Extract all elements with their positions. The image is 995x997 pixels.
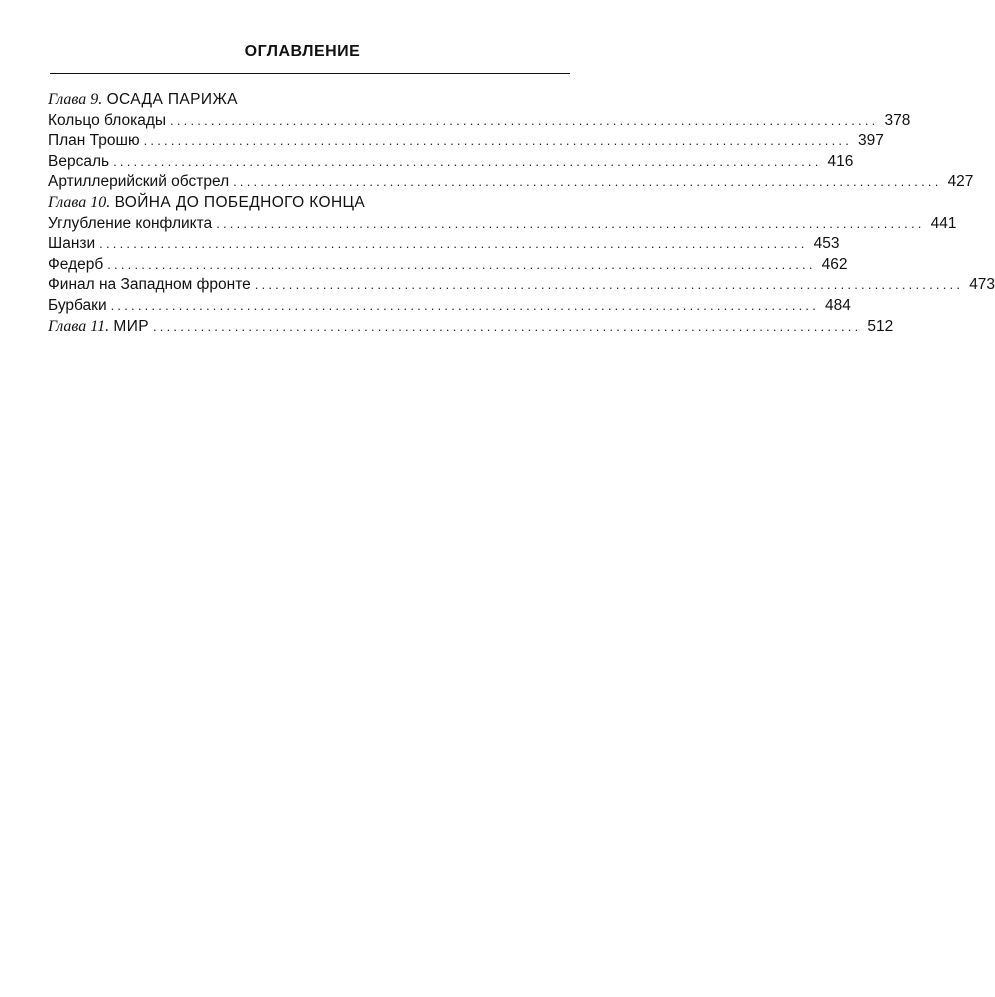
dot-leader: ........................................................................................................ bbox=[113, 153, 822, 169]
toc-entry-page: 453 bbox=[813, 235, 840, 253]
toc-entry bbox=[48, 152, 854, 173]
chapter-label: Глава 9. bbox=[48, 91, 103, 108]
chapter-label: Глава 11. bbox=[48, 317, 110, 335]
toc-entry-page: 512 bbox=[867, 317, 894, 335]
dot-leader: ........................................................................................................ bbox=[233, 174, 942, 190]
table-of-contents bbox=[48, 90, 995, 337]
toc-entry-title: Финал на Западном фронте bbox=[48, 276, 251, 294]
toc-entry-title: Кольцо блокады bbox=[48, 111, 167, 129]
chapter-label: Глава 10. bbox=[48, 193, 111, 211]
chapter-heading-10 bbox=[48, 193, 568, 214]
toc-entry bbox=[48, 131, 884, 152]
toc-entry-page: 397 bbox=[858, 132, 884, 150]
dot-leader: ........................................................................................................ bbox=[216, 215, 925, 231]
chapter-heading-9 bbox=[48, 90, 568, 111]
chapter-title: МИР bbox=[113, 317, 149, 335]
toc-entry-page: 462 bbox=[821, 255, 848, 273]
toc-entry-title: Бурбаки bbox=[48, 296, 107, 314]
chapter-title: ВОЙНА ДО ПОБЕДНОГО КОНЦА bbox=[114, 193, 366, 211]
toc-entry-title: Версаль bbox=[48, 152, 110, 170]
toc-entry-page: 484 bbox=[825, 296, 851, 314]
toc-entry-title: Углубление конфликта bbox=[48, 214, 213, 232]
toc-entry bbox=[48, 296, 851, 317]
dot-leader: ........................................................................................................ bbox=[99, 236, 808, 252]
toc-entry-page: 416 bbox=[827, 152, 854, 170]
toc-entry-page: 441 bbox=[930, 214, 957, 232]
dot-leader: ........................................................................................................ bbox=[152, 318, 862, 334]
chapter-title: ОСАДА ПАРИЖА bbox=[106, 91, 238, 108]
chapter-heading-text bbox=[48, 317, 153, 338]
toc-entry-page: 427 bbox=[947, 173, 974, 191]
header-rule bbox=[50, 73, 570, 74]
toc-entry-title: Артиллерийский обстрел bbox=[48, 173, 230, 191]
dot-leader: ........................................................................................................ bbox=[170, 112, 879, 128]
toc-entry-page: 473 bbox=[969, 276, 995, 294]
toc-entry bbox=[48, 172, 974, 193]
dot-leader: ........................................................................................................ bbox=[107, 256, 816, 272]
toc-entry bbox=[48, 255, 848, 276]
dot-leader: ........................................................................................................ bbox=[254, 277, 964, 293]
toc-entry bbox=[48, 214, 957, 235]
chapter-heading-11 bbox=[48, 317, 894, 338]
toc-entry-page: 378 bbox=[884, 111, 911, 129]
running-head-title: ОГЛАВЛЕНИЕ bbox=[244, 43, 361, 60]
toc-entry bbox=[48, 111, 911, 132]
toc-entry-title: Федерб bbox=[48, 255, 104, 273]
toc-entry bbox=[48, 275, 995, 296]
dot-leader: ........................................................................................................ bbox=[143, 133, 853, 149]
toc-entry-title: Шанзи bbox=[48, 235, 96, 253]
toc-entry-title: План Трошю bbox=[48, 132, 140, 150]
toc-entry bbox=[48, 234, 840, 255]
dot-leader: ........................................................................................................ bbox=[110, 297, 820, 313]
